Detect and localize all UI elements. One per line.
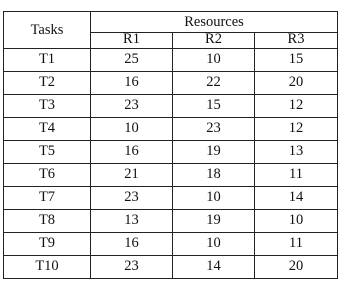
task-cell: T10 [4, 255, 91, 278]
task-cell: T4 [4, 117, 91, 140]
value-cell: 20 [255, 255, 338, 278]
value-cell: 20 [255, 71, 338, 94]
resource-column-header-r1: R1 [91, 33, 173, 49]
table-row [4, 140, 338, 163]
value-cell: 23 [91, 255, 173, 278]
tasks-column-header: Tasks [4, 12, 91, 49]
value-cell: 10 [173, 186, 255, 209]
value-cell: 23 [91, 186, 173, 209]
value-cell: 18 [173, 163, 255, 186]
value-cell: 23 [173, 117, 255, 140]
table-row [4, 94, 338, 117]
table-row [4, 232, 338, 255]
value-cell: 23 [91, 94, 173, 117]
table-row [4, 255, 338, 278]
value-cell: 10 [91, 117, 173, 140]
task-resource-table [3, 11, 338, 279]
table-row [4, 71, 338, 94]
table-row [4, 209, 338, 232]
value-cell: 15 [173, 94, 255, 117]
value-cell: 15 [255, 48, 338, 71]
table-row [4, 117, 338, 140]
value-cell: 21 [91, 163, 173, 186]
value-cell: 10 [255, 209, 338, 232]
value-cell: 11 [255, 163, 338, 186]
task-cell: T9 [4, 232, 91, 255]
task-cell: T3 [4, 94, 91, 117]
value-cell: 16 [91, 71, 173, 94]
resource-column-header-r2: R2 [173, 33, 255, 49]
value-cell: 13 [91, 209, 173, 232]
task-cell: T1 [4, 48, 91, 71]
table-row [4, 163, 338, 186]
value-cell: 16 [91, 232, 173, 255]
header-row [4, 12, 338, 33]
value-cell: 16 [91, 140, 173, 163]
value-cell: 14 [255, 186, 338, 209]
value-cell: 11 [255, 232, 338, 255]
task-cell: T6 [4, 163, 91, 186]
value-cell: 13 [255, 140, 338, 163]
resource-column-header-r3: R3 [255, 33, 338, 49]
task-cell: T7 [4, 186, 91, 209]
task-cell: T8 [4, 209, 91, 232]
resources-group-header: Resources [91, 12, 338, 33]
value-cell: 12 [255, 117, 338, 140]
table-row [4, 186, 338, 209]
value-cell: 22 [173, 71, 255, 94]
value-cell: 19 [173, 140, 255, 163]
table-row [4, 48, 338, 71]
value-cell: 10 [173, 232, 255, 255]
value-cell: 19 [173, 209, 255, 232]
task-cell: T5 [4, 140, 91, 163]
value-cell: 14 [173, 255, 255, 278]
task-cell: T2 [4, 71, 91, 94]
value-cell: 12 [255, 94, 338, 117]
value-cell: 10 [173, 48, 255, 71]
value-cell: 25 [91, 48, 173, 71]
